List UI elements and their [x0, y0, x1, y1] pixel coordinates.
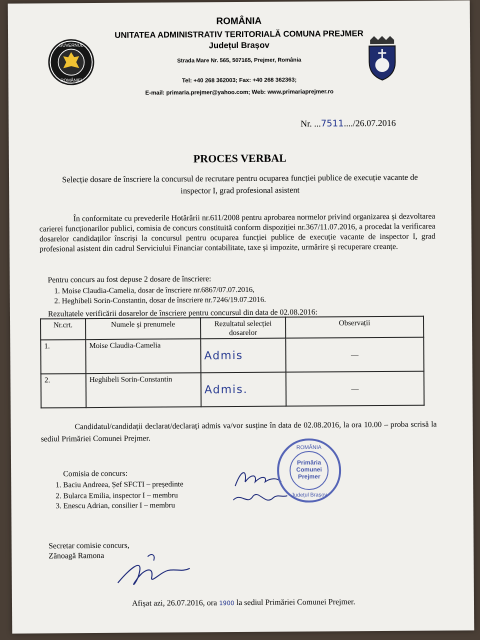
posted-line [132, 597, 355, 608]
col-nr: Nr.crt. [41, 319, 86, 340]
stamp-ring-bottom: Județul Brașov [291, 492, 328, 499]
cell-name: Moise Claudia-Camelia [86, 339, 201, 374]
list-item: 2. Heghibeli Sorin-Constantin, dosar de înscriere nr.7246/19.07.2016. [62, 294, 266, 305]
header-county: Județul Brașov [208, 39, 270, 51]
stamp-ring-top: ROMÂNIA [296, 444, 322, 452]
header-phone: Tel: +40 268 362003; Fax: +40 268 362363; [182, 77, 297, 85]
header-email: E-mail: primaria.prejmer@yahoo.com; Web: www.primariaprejmer.ro [145, 89, 334, 97]
nr-date: ..../26.07.2016 [343, 117, 396, 129]
document-sheet [8, 0, 474, 633]
stamp-line: Comunei [296, 467, 322, 474]
table-header-row [41, 316, 424, 340]
nr-handwritten: 7511 [320, 119, 344, 130]
svg-text:GUVERNUL: GUVERNUL [58, 42, 84, 48]
header-country: ROMÂNIA [216, 15, 262, 28]
document-subtitle: Selecție dosare de înscriere la concursul de recrutare pentru ocuparea funcției publice de execuție vacante de inspector I, grad profesional asistent [62, 172, 418, 196]
list-item: 2. Bularca Emilia, inspector I – membru [63, 490, 183, 501]
col-notes: Observații [286, 316, 424, 338]
list-item: 1. Moise Claudia-Camelia, dosar de înscriere nr.6867/07.07.2016, [62, 285, 266, 296]
posted-hour-handwritten: 1900 [219, 600, 235, 608]
results-intro: Rezultatele verificării dosarelor de înscriere pentru concursul din data de 02.08.2016: [47, 307, 318, 319]
header-institution: UNITATEA ADMINISTRATIV TERITORIALĂ COMUNA PREJMER [114, 28, 364, 40]
col-result: Rezultatul selecției dosarelor [201, 317, 286, 339]
document-title: PROCES VERBAL [193, 152, 287, 166]
col-name: Numele și prenumele [86, 318, 201, 340]
results-table [40, 316, 425, 409]
svg-text:ROMÂNIEI: ROMÂNIEI [60, 77, 83, 83]
cell-name: Heghibeli Sorin-Constantin [86, 373, 201, 408]
stamp-line: Prejmer [297, 474, 321, 481]
intro-paragraph: În conformitate cu prevederile Hotărârii nr.611/2008 pentru aprobarea normelor privind organizarea și dezvoltarea carierei funcționarilor publici, comisia de concurs constituită conform dispoziției nr.367/11.07.2016, a procedat la verificarea dosarelor candidaților înscriși la concursul pentru ocuparea funcției publice de execuție vacante de inspector I, grad profesional asistent din cadrul Serviciului Financiar contabilitate, taxe și impozite, urmărire și recuperare creanțe. [39, 211, 436, 254]
cell-result-handwritten: Admis [201, 338, 286, 373]
table-row [41, 371, 424, 408]
commission-list [41, 479, 183, 511]
closing-paragraph: Candidatul/candidații declarat/declarați admis va/vor susține în data de 02.08.2016, la ora 10.00 – proba scrisă la sediul Primăriei Comunei Prejmer. [40, 419, 437, 443]
posted-prefix: Afișat azi, 26.07.2016, ora [131, 598, 220, 608]
secretary-signature-icon [110, 548, 196, 593]
cell-result-handwritten: Admis. [201, 372, 286, 407]
official-stamp [277, 438, 341, 502]
header-address: Strada Mare Nr. 565, 507165, Prejmer, România [177, 57, 302, 65]
secretary-label: Secretar comisie concurs, [48, 540, 130, 551]
registration-number [301, 118, 396, 130]
list-item: 3. Enescu Adrian, consilier I – membru [63, 500, 183, 511]
commission-heading: Comisia de concurs: [63, 468, 128, 479]
table-row [41, 337, 424, 374]
secretary-name: Zănoagă Ramona [48, 550, 105, 561]
cell-nr: 1. [41, 340, 86, 374]
cell-notes: — [286, 337, 424, 372]
cell-notes: — [286, 371, 424, 406]
cell-nr: 2. [41, 374, 86, 408]
applications-intro: Pentru concurs au fost depuse 2 dosare de înscriere: [47, 274, 212, 285]
applications-list [40, 285, 266, 306]
stamp-line: Primăria [296, 460, 322, 467]
posted-suffix: la sediul Primăriei Comunei Prejmer. [234, 597, 356, 608]
list-item: 1. Baciu Andreea, Șef SFCTI – președinte [63, 479, 183, 490]
nr-prefix: Nr. ... [300, 118, 321, 129]
